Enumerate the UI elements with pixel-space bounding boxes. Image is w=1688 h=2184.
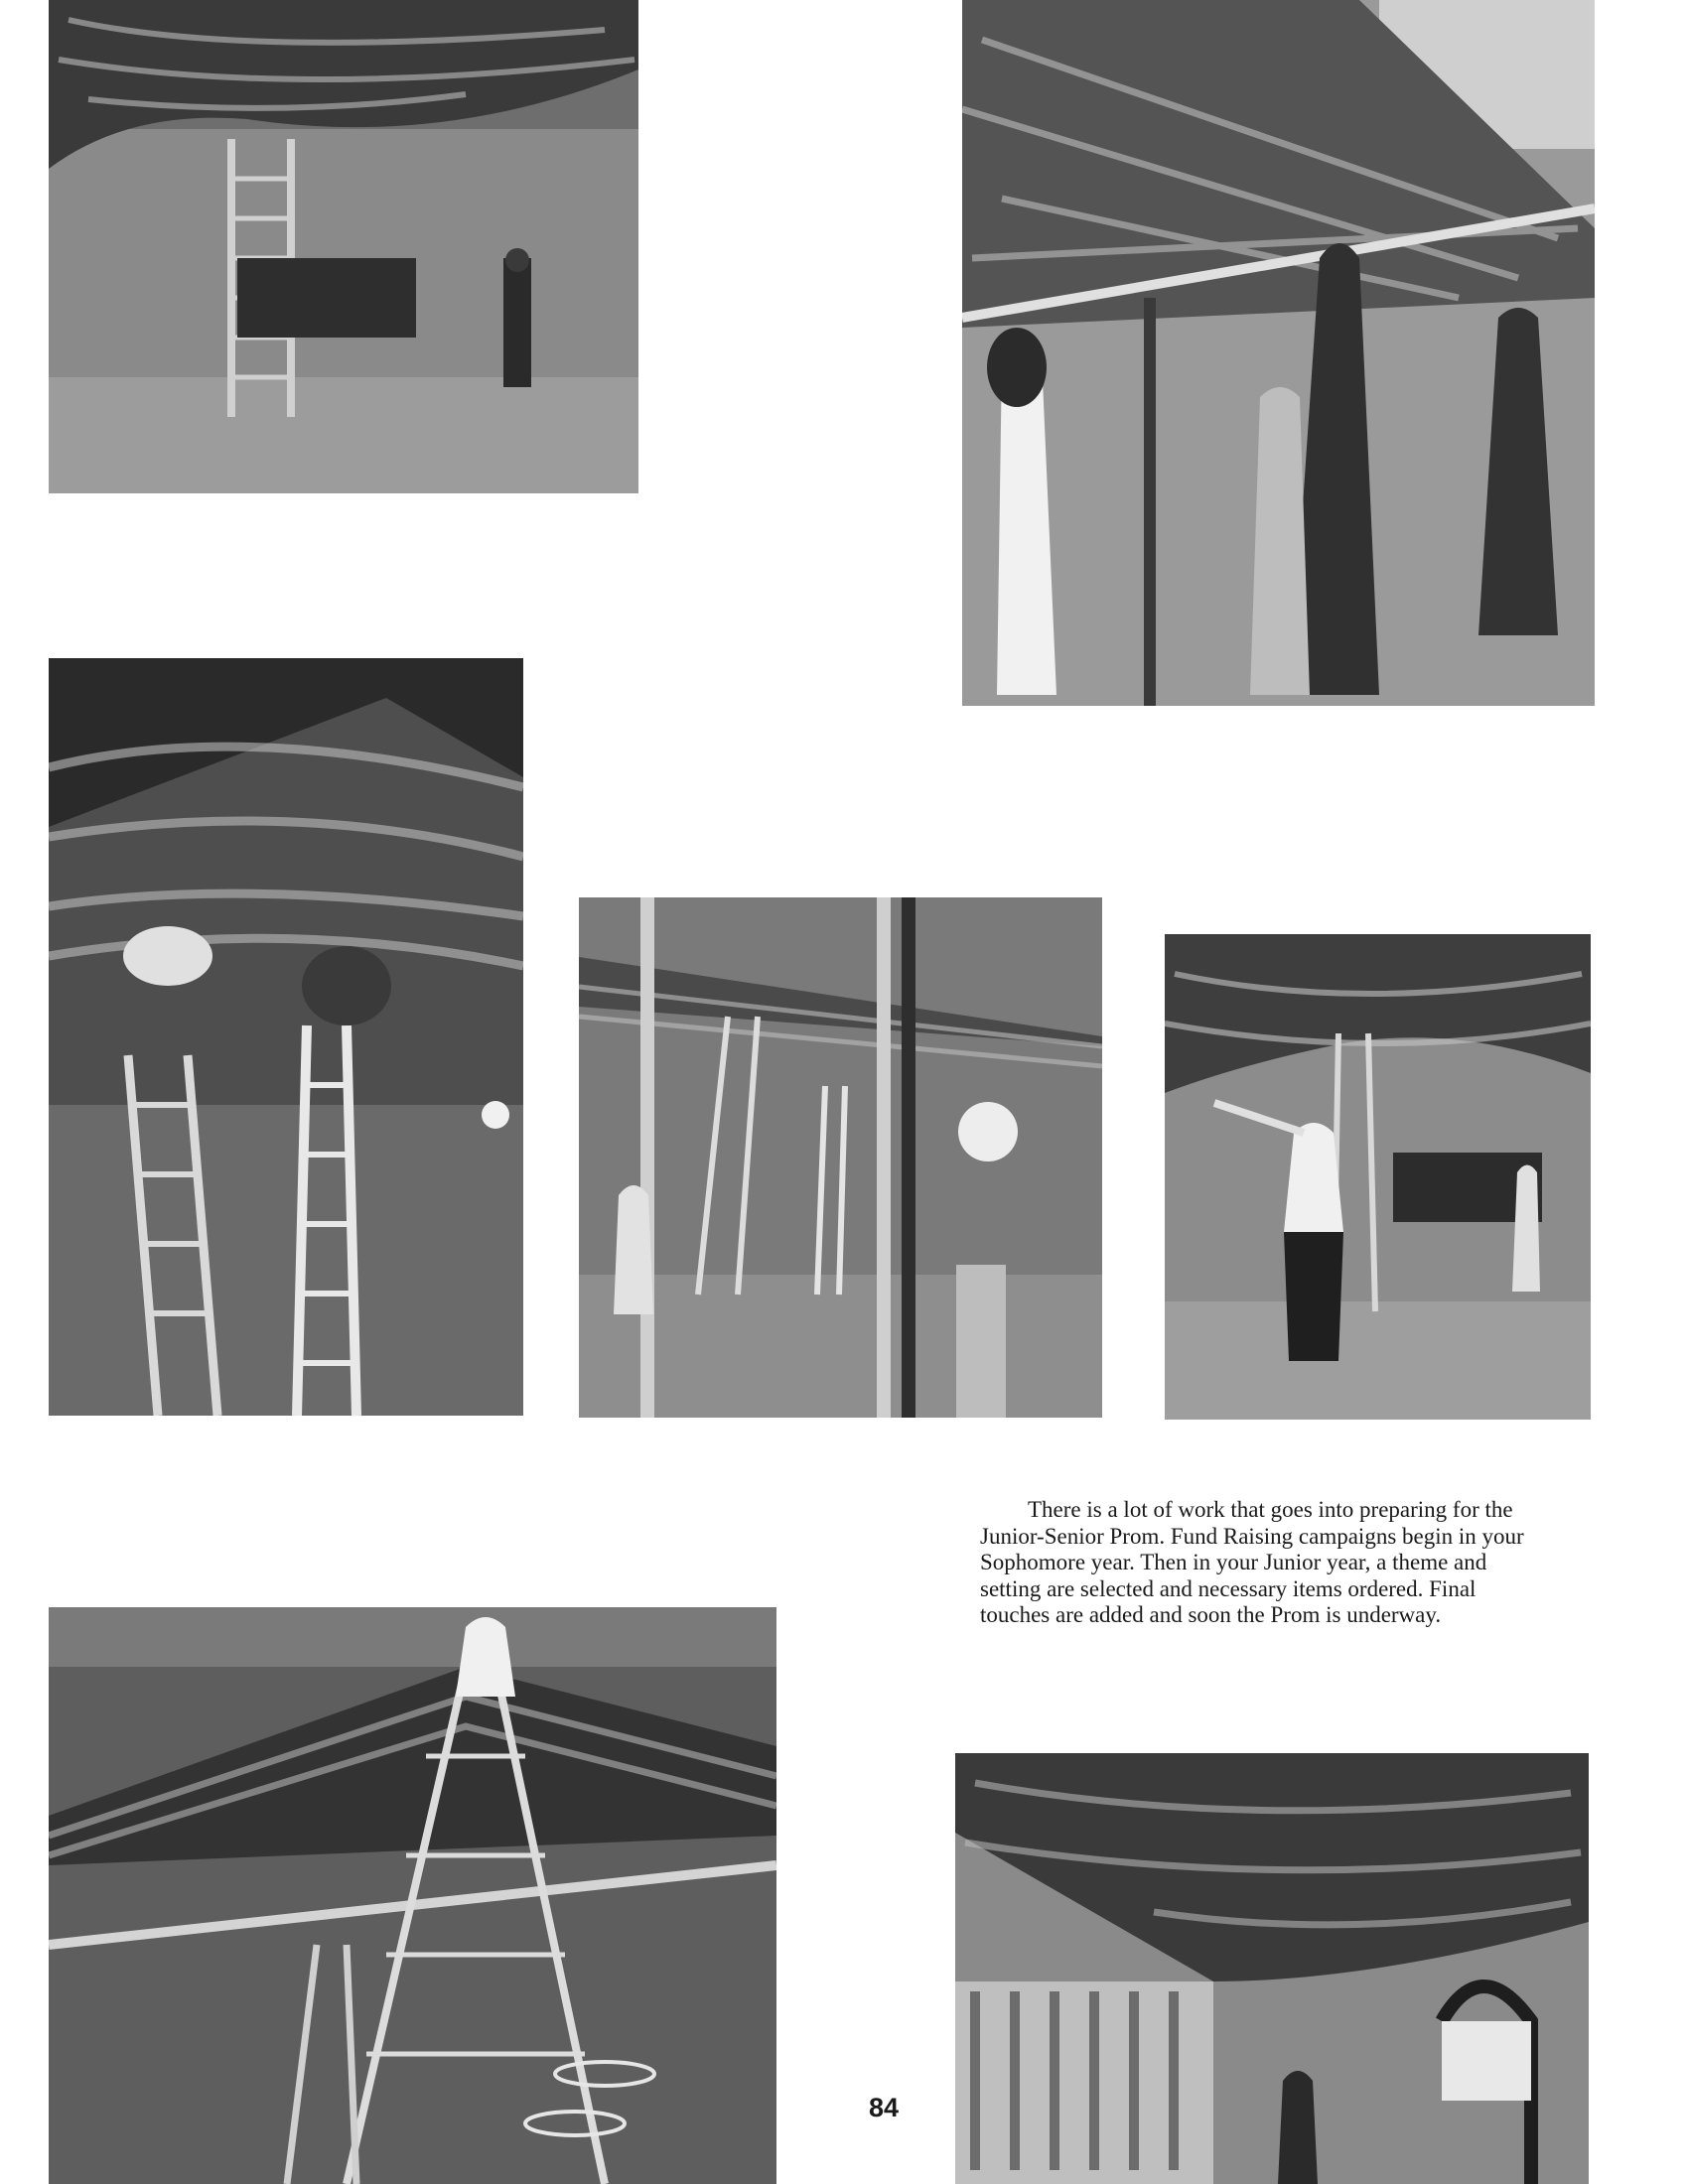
photo-gym-ceiling-ladder — [49, 0, 638, 493]
photo-students-hanging-streamers — [962, 0, 1595, 706]
photo-students-on-ladders-image — [49, 658, 523, 1416]
photo-scaffold-streamers-image — [49, 1607, 776, 2184]
photo-gym-ceiling-ladder-image — [49, 0, 638, 493]
photo-students-hanging-streamers-image — [962, 0, 1595, 706]
page-number: 84 — [868, 2093, 900, 2122]
photo-gym-poles-ladders-image — [579, 897, 1102, 1418]
photo-students-on-ladders — [49, 658, 523, 1416]
photo-canopy-folding-chair — [955, 1753, 1589, 2184]
photo-gym-poles-ladders — [579, 897, 1102, 1418]
photo-student-pointing — [1165, 934, 1591, 1420]
photo-student-pointing-image — [1165, 934, 1591, 1420]
photo-canopy-folding-chair-image — [955, 1753, 1589, 2184]
photo-scaffold-streamers — [49, 1607, 776, 2184]
caption-paragraph: There is a lot of work that goes into preparing for the Junior-Senior Prom. Fund Raising campaigns begin in your Sophomore year. Then in your Junior year, a theme and setting are selected and necessary items ordered. Final touches are added and soon the Prom is underway. — [980, 1497, 1524, 1628]
